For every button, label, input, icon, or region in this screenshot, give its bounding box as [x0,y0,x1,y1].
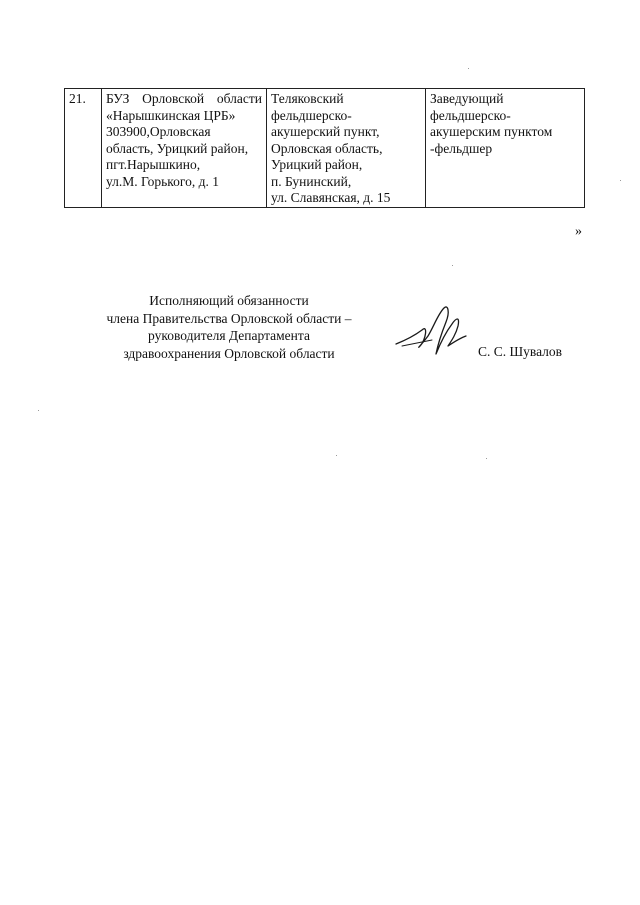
registry-table [64,88,585,208]
point-line: Урицкий район, [271,157,363,172]
scan-speck [336,455,337,456]
point-line: ул. Славянская, д. 15 [271,190,391,205]
org-line: пгт.Нарышкино, [106,157,201,172]
position-line: фельдшерско- [430,107,511,123]
org-line: область, Урицкий район, [106,140,249,156]
position-line: -фельдшер [430,140,493,156]
point-line: акушерский пункт, [271,124,380,139]
point-line: п. Бунинский, [271,173,352,189]
position-line: Заведующий [430,91,504,106]
point-line: фельдшерско- [271,107,352,123]
point-line: Теляковский [271,91,344,106]
table-row [65,89,585,208]
closing-quote: » [575,224,582,239]
signatory-title-line: Исполняющий обязанности [149,293,309,308]
signatory-title-line: здравоохранения Орловской области [123,345,335,361]
scan-speck [620,180,621,181]
scan-speck [452,265,453,266]
scan-speck [468,68,469,69]
row-number-cell [65,89,102,208]
row-number: 21. [69,91,86,106]
org-line: 303900,Орловская [106,124,211,139]
signatory-title-line: руководителя Департамента [148,328,310,343]
signer-name: С. С. Шувалов [478,344,563,359]
medical-point-cell [267,89,426,208]
scan-speck [38,410,39,411]
position-line: акушерским пунктом [430,124,553,139]
position-cell [426,89,585,208]
org-line: ул.М. Горького, д. 1 [106,173,219,189]
signatory-title [84,292,374,362]
point-line: Орловская область, [271,140,383,156]
scan-speck [486,458,487,459]
organization-cell [102,89,267,208]
handwritten-signature [392,300,472,360]
org-line: БУЗ Орловской области [106,91,262,106]
signatory-title-line: члена Правительства Орловской области – [106,310,352,326]
org-line: «Нарышкинская ЦРБ» [106,107,236,123]
